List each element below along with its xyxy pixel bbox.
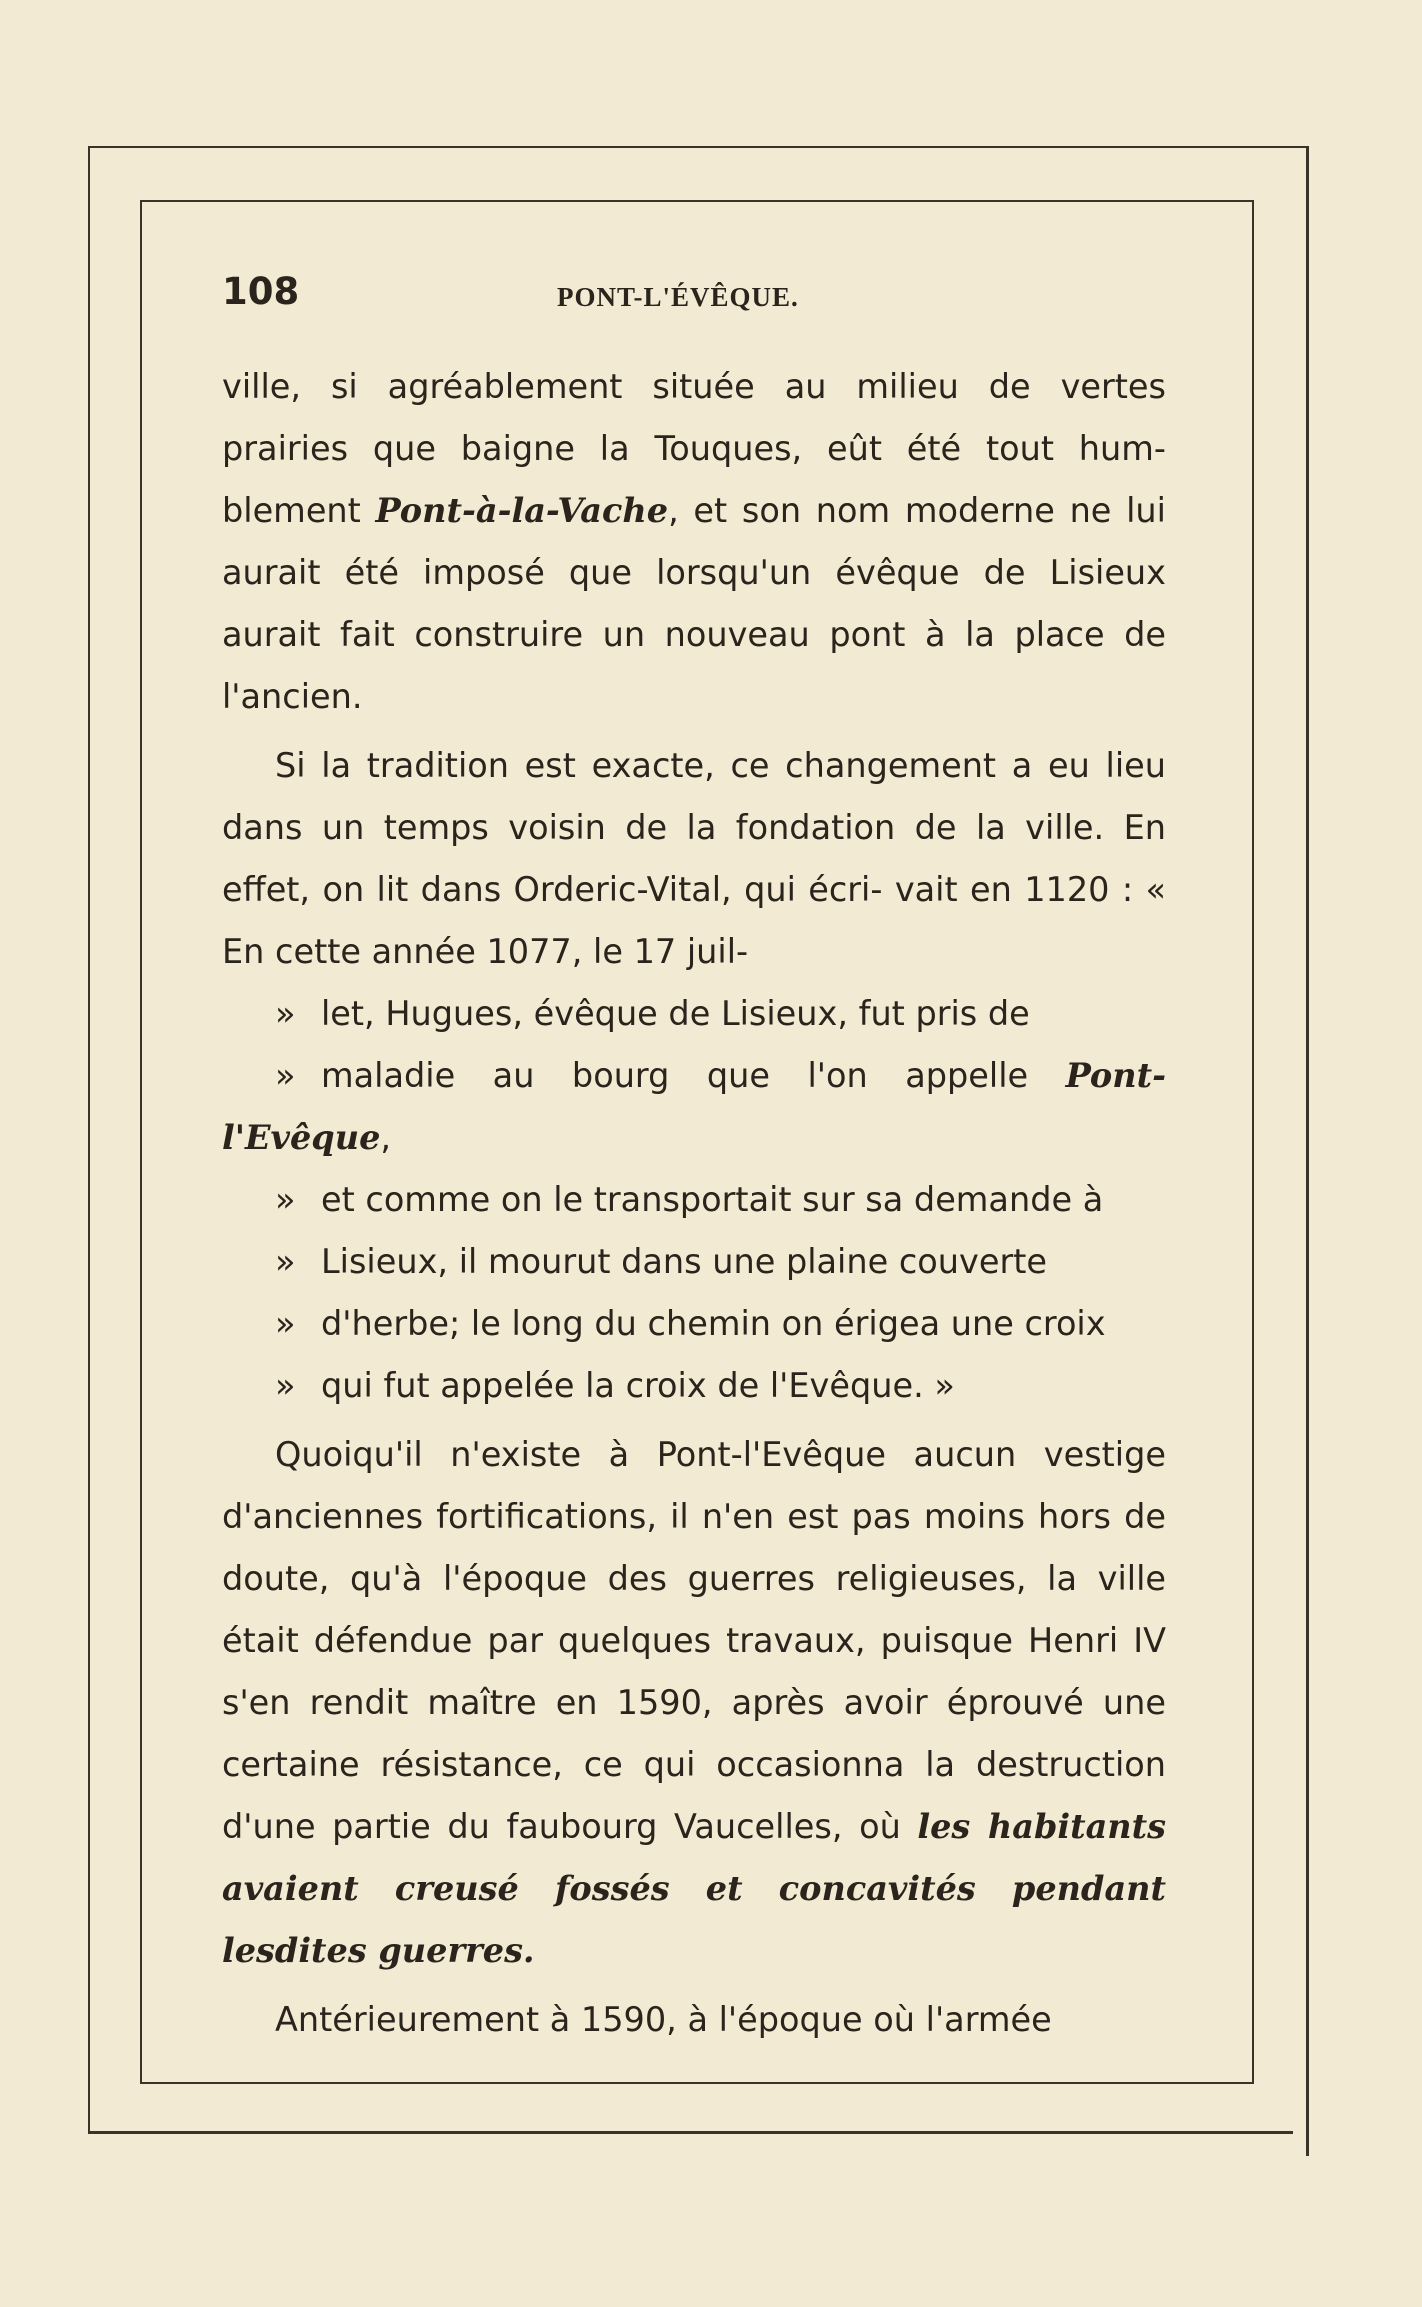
text-run: Si la tradition est exacte, ce changement a eu lieu dans un temps voisin de la fondation de la ville. En effet, on lit dans Orderic-Vital, qui écri- vait en 1120 : « En cette année 1077, le 17 juil- [222,746,1166,971]
outer-frame-bottom-rule [88,2131,1293,2134]
quote-mark: » [275,1180,296,1219]
paragraph-2 [222,735,1166,1417]
quote-mark: » [275,1056,296,1095]
quote-line [222,1169,1166,1231]
quote-line [222,1293,1166,1355]
paragraph-4 [222,1989,1166,2051]
text-run: , [380,1118,392,1157]
quote-line [222,1045,1166,1169]
running-title: PONT-L'ÉVÊQUE. [557,282,799,312]
page-number: 108 [222,270,300,313]
text-run: Quoiqu'il n'existe à Pont-l'Evêque aucun vestige d'anciennes fortifications, il n'en est pas moins hors de doute, qu'à l'époque des guerres religieuses, la ville était défendue par quelques travaux, puisque Henri IV s'en rendit maître en 1590, après avoir éprouvé une certaine résistance, ce qui occasionna la destruction d'une partie du faubourg Vaucelles, où [222,1435,1166,1846]
quote-mark: » [275,994,296,1033]
quote-mark: » [275,1366,296,1405]
text-run: Lisieux, il mourut dans une plaine couverte [321,1242,1047,1281]
italic-run: Pont-l'Evêque [222,1056,1166,1157]
text-run: maladie au bourg que l'on appelle [321,1056,1066,1095]
running-head [222,270,1232,330]
outer-frame-right-rule [1306,146,1309,2156]
quote-line [222,1231,1166,1293]
quote-line [222,1355,1166,1417]
text-run: qui fut appelée la croix de l'Evêque. » [321,1366,955,1405]
paragraph-1 [222,356,1166,728]
text-run: d'herbe; le long du chemin on érigea une croix [321,1304,1106,1343]
quote-mark: » [275,1242,296,1281]
text-run: Antérieurement à 1590, à l'époque où l'armée [275,2000,1052,2039]
text-run: et comme on le transportait sur sa demande à [321,1180,1104,1219]
text-run: let, Hugues, évêque de Lisieux, fut pris de [321,994,1030,1033]
text-run: ville, si agréablement située au milieu de vertes prairies que baigne la Touques, eût été tout hum- blement [222,367,1166,530]
italic-run: les habitants avaient creusé fossés et concavités pendant lesdites guerres. [222,1807,1166,1970]
quote-line [222,983,1166,1045]
quote-mark: » [275,1304,296,1343]
paragraph-3 [222,1424,1166,1982]
italic-run: Pont-à-la-Vache [375,491,669,530]
body-text [222,356,1166,2051]
text-run: , et son nom moderne ne lui aurait été imposé que lorsqu'un évêque de Lisieux aurait fait construire un nouveau pont à la place de l'ancien. [222,491,1166,716]
